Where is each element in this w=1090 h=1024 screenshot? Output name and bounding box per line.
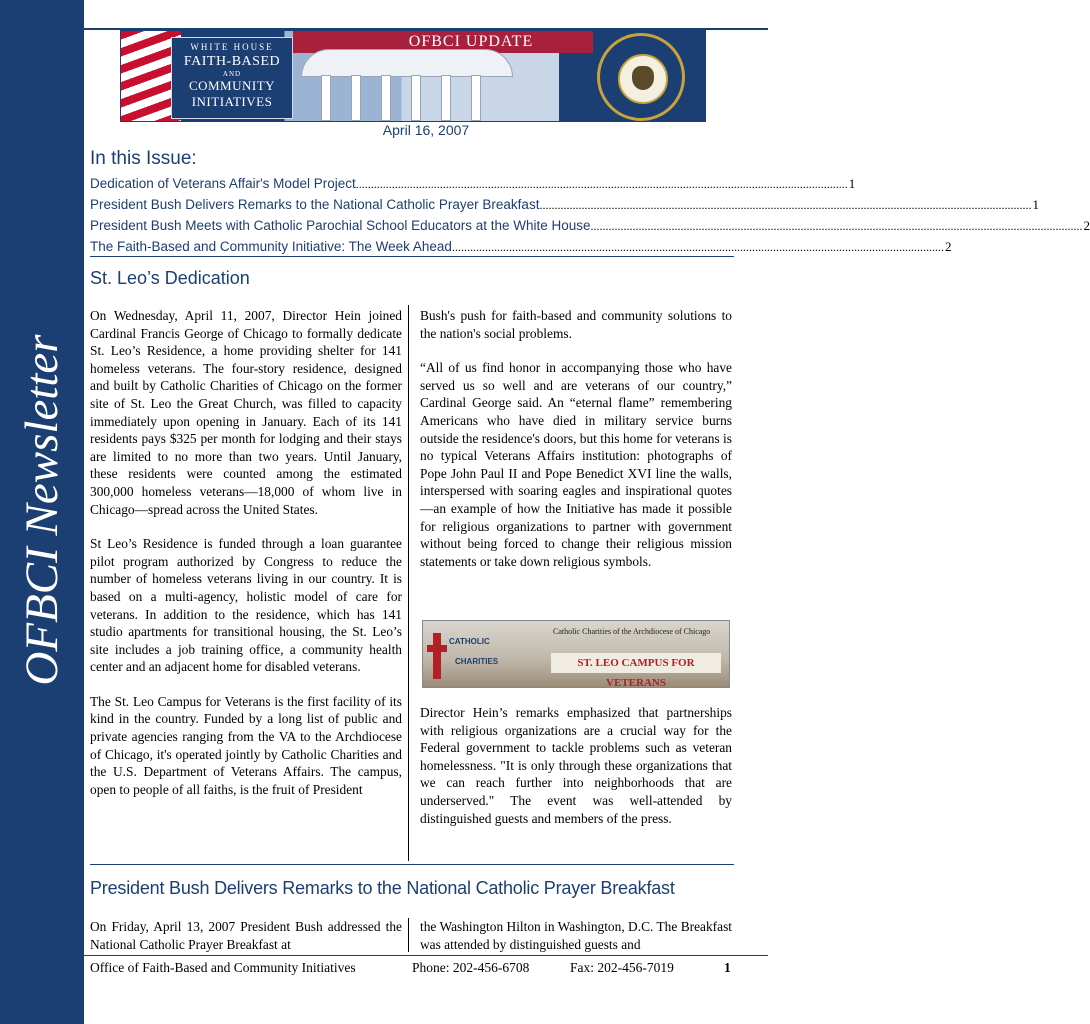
paragraph: the Washington Hilton in Washington, D.C. The Breakfast was attended by distinguished guests and <box>420 919 732 952</box>
table-of-contents <box>90 176 1090 260</box>
footer-office: Office of Faith-Based and Community Initiatives <box>90 960 356 975</box>
section-divider <box>90 864 734 865</box>
st-leo-campus-image: CATHOLIC CHARITIES Catholic Charities of the Archdiocese of Chicago ST. LEO CAMPUS FOR VETERANS <box>422 620 730 688</box>
image-caption: Catholic Charities of the Archdiocese of Chicago <box>553 627 711 636</box>
footer-rule <box>0 955 768 956</box>
article-left-column <box>90 307 402 798</box>
white-house-logo: WHITE HOUSE FAITH-BASED AND COMMUNITY INITIATIVES <box>171 37 293 119</box>
presidential-seal-icon <box>597 33 685 121</box>
toc-item[interactable]: Dedication of Veterans Affair's Model Project .................................................................................................................................................................... 1 <box>90 176 856 191</box>
article2-left-column <box>90 918 402 953</box>
section-divider <box>90 256 734 257</box>
column-divider <box>408 305 409 861</box>
article-title: President Bush Delivers Remarks to the National Catholic Prayer Breakfast <box>90 878 675 898</box>
footer-fax: Fax: 202-456-7019 <box>570 960 674 975</box>
paragraph: On Friday, April 13, 2007 President Bush addressed the National Catholic Prayer Breakfast at <box>90 919 402 952</box>
toc-item[interactable]: President Bush Meets with Catholic Parochial School Educators at the White House .................................................................................................................................................................... 2 <box>90 218 1090 233</box>
sidebar <box>0 0 84 1024</box>
article-right-column-continued <box>420 704 732 827</box>
in-this-issue-heading: In this Issue: <box>90 148 197 169</box>
campus-sign: ST. LEO CAMPUS FOR VETERANS <box>551 653 721 673</box>
article2-right-column <box>420 918 732 953</box>
banner-update-title: OFBCI UPDATE <box>408 33 534 50</box>
article-right-column <box>420 307 732 587</box>
article-title: St. Leo’s Dedication <box>90 268 250 288</box>
page-number: 1 <box>724 960 731 975</box>
paragraph: St Leo’s Residence is funded through a loan guarantee pilot program authorized by Congress to reduce the number of homeless veterans living in our country. It is based on a multi-agency, holistic model of care for veterans. In addition to the residence, which has 141 studio apartments for transitional housing, the St. Leo’s site includes a job training office, a community health center and an adjacent home for disabled veterans. <box>90 536 402 675</box>
sidebar-title <box>2 300 82 720</box>
paragraph: Director Hein’s remarks emphasized that partnerships with religious organizations are a crucial way for the Federal government to tackle problems such as veteran homelessness. "It is only through these organizations that we can reach further into neighborhoods that are underserved." The event was well-attended by distinguished guests and members of the press. <box>420 705 732 826</box>
toc-item[interactable]: President Bush Delivers Remarks to the National Catholic Prayer Breakfast .................................................................................................................................................................... 1 <box>90 197 1039 212</box>
catholic-charities-logo: CATHOLIC <box>449 637 490 646</box>
column-divider <box>408 918 409 952</box>
toc-item[interactable]: The Faith-Based and Community Initiative: The Week Ahead .................................................................................................................................................................... 2 <box>90 239 952 254</box>
newsletter-title: OFBCI Newsletter <box>16 334 68 686</box>
paragraph: The St. Leo Campus for Veterans is the first facility of its kind in the country. Funded by a long list of public and private agencies ranging from the VA to the Archdiocese of Chicago, it's operated jointly by Catholic Charities and the U.S. Department of Veterans Affairs. The campus, open to people of all faiths, is the fruit of President <box>90 693 402 797</box>
header-banner <box>120 30 706 122</box>
paragraph: Bush's push for faith-based and community solutions to the nation's social problems. <box>420 308 732 341</box>
paragraph: “All of us find honor in accompanying those who have served us so well and are veterans of our country,” Cardinal George said. An “eternal flame” remembering Americans who have died in military service burns outside the residence's doors, but this home for veterans is no typical Veterans Affairs institution: photographs of Pope John Paul II and Pope Benedict XVI line the walls, interspersed with soaring eagles and inspirational quotes—an example of how the Initiative has made it possible for religious organizations to partner with government without being forced to change their religious mission statements or take down religious symbols. <box>420 360 732 569</box>
issue-date: April 16, 2007 <box>382 122 470 138</box>
white-house-graphic <box>301 49 511 121</box>
paragraph: On Wednesday, April 11, 2007, Director Hein joined Cardinal Francis George of Chicago to formally dedicate St. Leo’s Residence, a home providing shelter for 141 homeless veterans. The four-story residence, designed and built by Catholic Charities of Chicago on the former site of St. Leo the Great Church, was filled to capacity immediately upon opening in January. Each of its 141 residents pays $325 per month for lodging and their stays are limited to no more than two years. Until January, these residents were counted among the estimated 300,000 homeless veterans—18,000 of whom live in Chicago—spread across the United States. <box>90 308 402 517</box>
footer-phone: Phone: 202-456-6708 <box>412 960 530 975</box>
